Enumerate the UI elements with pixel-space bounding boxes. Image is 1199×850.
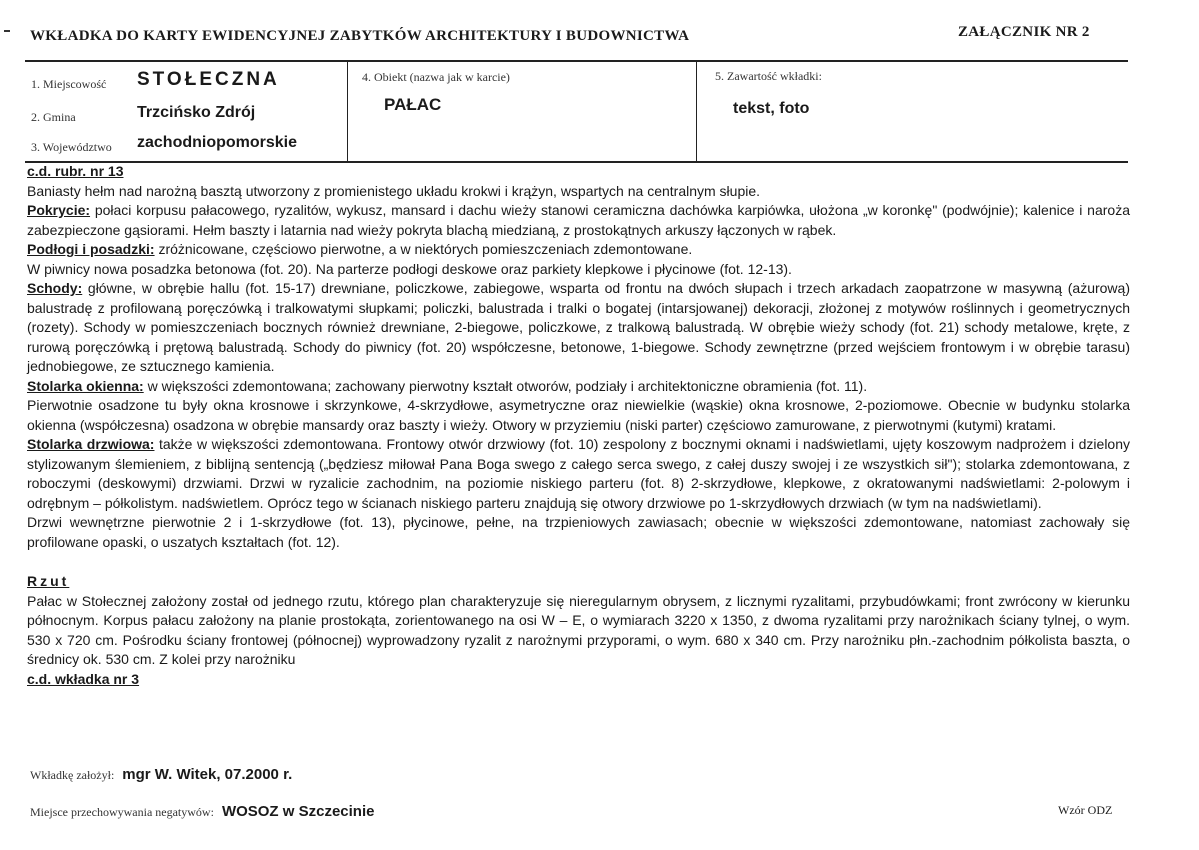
stairs-heading: Schody:	[27, 280, 83, 296]
contents-cell	[697, 62, 1128, 161]
negatives-label: Miejsce przechowywania negatywów:	[30, 805, 214, 819]
section-stairs	[27, 279, 1130, 377]
voivodeship-value: zachodniopomorskie	[137, 134, 298, 151]
commune-value: Trzcińsko Zdrój	[137, 104, 256, 121]
form-header-table	[25, 60, 1128, 163]
windows-text: w większości zdemontowana; zachowany pierwotny kształt otworów, podziały i architektoniczne obramienia (fot. 11).	[143, 377, 868, 394]
annex-number: ZAŁĄCZNIK NR 2	[958, 24, 1090, 40]
section-roof	[27, 201, 1130, 240]
author-label: Wkładkę założył:	[30, 768, 115, 782]
plan-text: Pałac w Stołecznej założony został od jednego rzutu, którego plan charakteryzuje się nieregularnym obrysem, z licznymi ryzalitami, przybudówkami; front zwrócony w kierunku północnym. Korpus pałacu założony na planie prostokąta, zorientowanego na osi W – E, o wymiarach 3220 x 1350, z dwoma ryzalitami przy narożnikach ściany tylnej, o wym. 530 x 720 cm. Pośrodku ściany frontowej (północnej) wyprowadzony ryzalit z narożnymi przyporami, o wym. 680 x 340 cm. Przy narożniku płn.-zachodnim półkolista baszta, o średnicy ok. 530 cm. Z kolei przy narożniku	[27, 592, 1130, 667]
paragraph-helmet: Baniasty hełm nad narożną basztą utworzony z promienistego układu krokwi i krążyn, wspartych na centralnym słupie.	[27, 182, 761, 199]
next-insert-heading: c.d. wkładka nr 3	[27, 670, 140, 687]
continuation-heading: c.d. rubr. nr 13	[27, 163, 124, 179]
floors-text: zróżnicowane, częściowo pierwotne, a w niektórych pomieszczeniach zdemontowane.	[154, 241, 693, 257]
form-model: Wzór ODZ	[1058, 803, 1113, 817]
floors-text-continued: W piwnicy nowa posadzka betonowa (fot. 20). Na parterze podłogi deskowe oraz parkiety klepkowe i płycinowe (fot. 12-13).	[27, 260, 792, 277]
object-value: PAŁAC	[384, 95, 442, 114]
stairs-text: główne, w obrębie hallu (fot. 15-17) drewniane, policzkowe, zabiegowe, wsparta od frontu na dwóch słupach i trzech arkadach zaopatrzone w masywną (ażurową) balustradę z profilowaną poręczówką i tralkowatymi słupkami; policzki, balustrada i tralki o bogatej (intarsjowanej) dekoracji, złożonej z motywów roślinnych i geometrycznych (rozety). Schody w pomieszczeniach bocznych również drewniane, 2-biegowe, policzkowe, z tralkową balustradą. W obrębie wieży schody (fot. 21) schody metalowe, kręte, z rurową poręczówką i prętową balustradą. Schody do piwnicy (fot. 20) współczesne, betonowe, 1-biegowe. Schody zewnętrzne (przed wejściem frontowym i w obrębie tarasu) jednobiegowe, ze sztucznego kamienia.	[27, 280, 1130, 374]
commune-label: 2. Gmina	[31, 110, 76, 124]
author-value: mgr W. Witek, 07.2000 r.	[122, 766, 293, 783]
object-label: 4. Obiekt (nazwa jak w karcie)	[362, 70, 510, 84]
windows-text-continued: Pierwotnie osadzone tu były okna krosnowe i skrzynkowe, 4-skrzydłowe, asymetryczne oraz niewielkie (wąskie) okna krosnowe, 2-poziomowe. Obecnie w budynku stolarka okienna (współczesna) osadzona w obrębie mansardy oraz baszty i wieży. Otwory w przyziemiu (niski parter) częściowo zamurowane, z pierwotnymi (kutymi) kratami.	[27, 397, 1130, 433]
roof-text: połaci korpusu pałacowego, ryzalitów, wykusz, mansard i dachu wieży stanowi ceramiczna dachówka karpiówka, ułożona „w koronkę" (podwójnie); kalenice i naroża zabezpieczone gąsiorami. Hełm baszty i latarnia nad wieży pokryta blachą miedzianą, z prostokątnych arkuszy łączonych w rąbek.	[27, 202, 1130, 238]
doors-heading: Stolarka drzwiowa:	[27, 436, 155, 452]
locality-label: 1. Miejscowość	[31, 77, 107, 91]
windows-heading: Stolarka okienna:	[27, 377, 144, 394]
margin-mark	[4, 30, 10, 32]
section-doors	[27, 435, 1130, 513]
contents-label: 5. Zawartość wkładki:	[715, 69, 822, 83]
locality-value: STOŁECZNA	[137, 69, 280, 90]
location-cell	[25, 62, 348, 161]
voivodeship-label: 3. Województwo	[31, 140, 112, 154]
author-row	[30, 766, 292, 784]
document-body	[27, 162, 1130, 689]
roof-heading: Pokrycie:	[27, 202, 91, 218]
section-windows	[27, 377, 1130, 397]
negatives-value: WOSOZ w Szczecinie	[221, 803, 375, 820]
plan-heading: Rzut	[27, 573, 70, 589]
negatives-row	[30, 803, 374, 821]
section-floors	[27, 240, 1130, 260]
floors-heading: Podłogi i posadzki:	[27, 241, 155, 257]
document-title: WKŁADKA DO KARTY EWIDENCYJNEJ ZABYTKÓW ARCHITEKTURY I BUDOWNICTWA	[30, 28, 690, 44]
contents-value: tekst, foto	[733, 100, 810, 117]
object-cell	[348, 62, 697, 161]
doors-text-continued: Drzwi wewnętrzne pierwotnie 2 i 1-skrzydłowe (fot. 13), płycinowe, pełne, na trzpieniowych zawiasach; obecnie w większości zdemontowane, natomiast zachowały się profilowane opaski, o uszatych kształtach (fot. 12).	[27, 514, 1130, 550]
doors-text: także w większości zdemontowana. Frontowy otwór drzwiowy (fot. 10) zespolony z bocznymi oknami i nadświetlami, ujęty koszowym nadprożem i dzielony stylizowanym ślemieniem, z biblijną sentencją („będziesz miłował Pana Boga swego z całego serca swego, z całej duszy swojej i ze wszystkich sił"); stolarka zdemontowana, z roboczymi (deskowymi) drzwiami. Drzwi w ryzalicie zachodnim, na poziomie niskiego parteru (fot. 8) 2-skrzydłowe, klepkowe, z okratowanymi nadświetlami: 2-polowym i odrębnym – półkolistym. nadświetlem. Oprócz tego w ścianach niskiego parteru znajdują się otwory drzwiowe po 1-skrzydłowych drzwiach (w tym na nadświetlami).	[27, 436, 1130, 511]
